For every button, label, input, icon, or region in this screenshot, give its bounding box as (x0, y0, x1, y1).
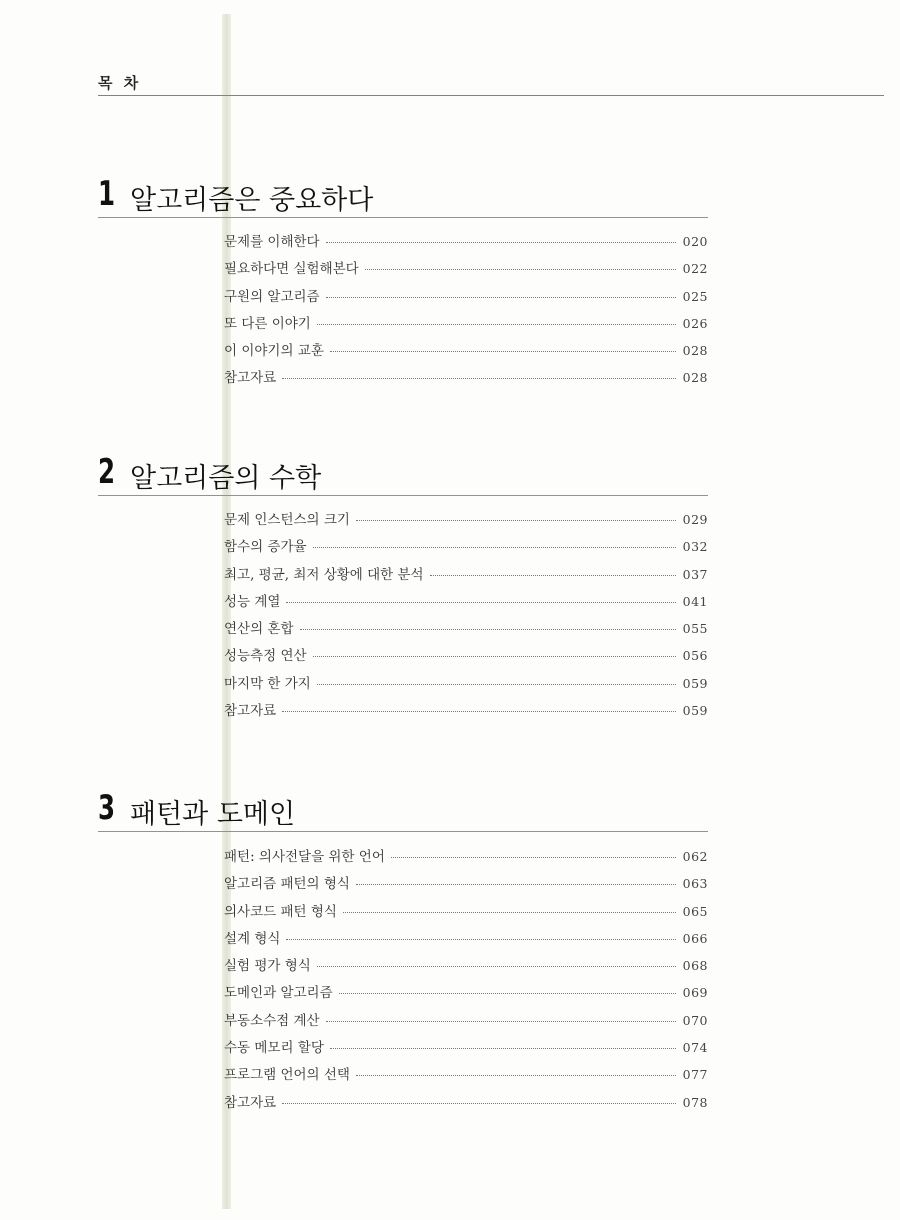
entry-page: 028 (682, 343, 708, 359)
toc-entry[interactable] (224, 285, 708, 312)
chapter-heading (98, 452, 708, 492)
dot-leader (330, 1048, 676, 1049)
entry-title: 문제 인스턴스의 크기 (224, 512, 350, 528)
entry-page: 074 (682, 1040, 708, 1056)
entry-page: 069 (682, 985, 708, 1001)
toc-entry[interactable] (224, 563, 708, 590)
entry-page: 059 (682, 675, 708, 691)
entry-title: 이 이야기의 교훈 (224, 343, 324, 360)
entry-title: 구원의 알고리즘 (224, 288, 320, 305)
chapter-title: 알고리즘의 수학 (130, 463, 322, 494)
dot-leader (300, 629, 677, 630)
entry-page: 066 (682, 930, 708, 946)
entry-page: 059 (682, 703, 708, 719)
page-header: 목 차 (98, 74, 142, 92)
dot-leader (317, 684, 676, 685)
entry-title: 의사코드 패턴 형식 (224, 903, 337, 920)
toc-entry[interactable] (224, 954, 708, 981)
entry-page: 070 (682, 1012, 708, 1028)
dot-leader (430, 575, 676, 576)
entry-page: 025 (682, 288, 708, 304)
entry-page: 029 (682, 512, 708, 527)
toc-entry[interactable] (224, 1009, 708, 1036)
toc-entry[interactable] (224, 1036, 708, 1063)
chapter-rule (98, 217, 708, 218)
toc-entry[interactable] (224, 845, 708, 872)
entry-page: 056 (682, 648, 708, 664)
entry-page: 055 (682, 621, 708, 637)
toc-entry[interactable] (224, 508, 708, 535)
entry-title: 참고자료 (224, 370, 277, 387)
dot-leader (282, 711, 676, 712)
toc-entry[interactable] (224, 590, 708, 617)
entry-page: 041 (682, 593, 708, 609)
entry-page: 022 (682, 261, 708, 277)
toc-entries (224, 508, 708, 726)
toc-entry[interactable] (224, 644, 708, 671)
chapter-heading (98, 174, 708, 214)
entry-page: 077 (682, 1067, 708, 1083)
dot-leader (330, 351, 676, 352)
entry-title: 도메인과 알고리즘 (224, 985, 333, 1002)
toc-entry[interactable] (224, 699, 708, 726)
dot-leader (326, 242, 676, 243)
entry-page: 065 (682, 903, 708, 919)
toc-entry[interactable] (224, 366, 708, 393)
chapter-rule (98, 495, 708, 496)
toc-entry[interactable] (224, 672, 708, 699)
entry-title: 마지막 한 가지 (224, 675, 311, 692)
entry-page: 032 (682, 539, 708, 555)
entry-title: 필요하다면 실험해본다 (224, 261, 359, 278)
chapter-number: 2 (98, 452, 116, 492)
entry-page: 028 (682, 370, 708, 386)
entry-title: 최고, 평균, 최저 상황에 대한 분석 (224, 566, 424, 583)
toc-entry[interactable] (224, 927, 708, 954)
entry-page: 068 (682, 958, 708, 974)
toc-entry[interactable] (224, 339, 708, 366)
dot-leader (356, 1075, 676, 1076)
chapter-2 (98, 452, 708, 720)
chapter-title: 알고리즘은 중요하다 (130, 185, 374, 216)
chapter-3 (98, 788, 708, 1111)
toc-entries (224, 230, 708, 394)
toc-entry[interactable] (224, 981, 708, 1008)
entry-title: 문제를 이해한다 (224, 234, 320, 250)
entry-title: 또 다른 이야기 (224, 315, 311, 332)
entry-title: 알고리즘 패턴의 형식 (224, 876, 350, 893)
toc-entry[interactable] (224, 535, 708, 562)
entry-title: 참고자료 (224, 1094, 277, 1111)
dot-leader (391, 857, 676, 858)
toc-entry[interactable] (224, 1063, 708, 1090)
chapter-number: 1 (98, 174, 116, 214)
toc-entry[interactable] (224, 872, 708, 899)
entry-title: 성능 계열 (224, 593, 281, 610)
toc-entry[interactable] (224, 617, 708, 644)
entry-title: 실험 평가 형식 (224, 958, 311, 975)
entry-page: 020 (682, 234, 708, 249)
chapter-rule (98, 831, 708, 832)
toc-entry[interactable] (224, 312, 708, 339)
chapter-title: 패턴과 도메인 (130, 799, 296, 830)
dot-leader (313, 656, 676, 657)
toc-entry[interactable] (224, 230, 708, 257)
entry-title: 함수의 증가율 (224, 539, 307, 556)
dot-leader (356, 520, 676, 521)
dot-leader (282, 378, 676, 379)
dot-leader (286, 602, 676, 603)
entry-title: 수동 메모리 할당 (224, 1040, 324, 1057)
toc-entries (224, 845, 708, 1118)
entry-title: 프로그램 언어의 선택 (224, 1067, 350, 1084)
entry-title: 참고자료 (224, 703, 277, 720)
dot-leader (365, 269, 676, 270)
dot-leader (313, 547, 676, 548)
dot-leader (286, 939, 676, 940)
entry-title: 부동소수점 계산 (224, 1012, 320, 1029)
dot-leader (326, 297, 676, 298)
entry-page: 026 (682, 315, 708, 331)
dot-leader (326, 1021, 676, 1022)
dot-leader (339, 993, 676, 994)
entry-title: 연산의 혼합 (224, 621, 294, 638)
chapter-1 (98, 174, 708, 387)
toc-entry[interactable] (224, 1091, 708, 1118)
dot-leader (317, 324, 676, 325)
entry-title: 패턴: 의사전달을 위한 언어 (224, 849, 385, 865)
dot-leader (282, 1103, 676, 1104)
toc-entry[interactable] (224, 900, 708, 927)
entry-title: 설계 형식 (224, 930, 281, 947)
dot-leader (317, 966, 676, 967)
chapter-number: 3 (98, 788, 116, 828)
chapter-heading (98, 788, 708, 828)
header-rule (98, 95, 884, 96)
entry-page: 078 (682, 1094, 708, 1110)
dot-leader (343, 912, 676, 913)
toc-entry[interactable] (224, 257, 708, 284)
entry-page: 062 (682, 849, 708, 864)
entry-page: 063 (682, 876, 708, 892)
entry-page: 037 (682, 566, 708, 582)
entry-title: 성능측정 연산 (224, 648, 307, 665)
dot-leader (356, 884, 676, 885)
